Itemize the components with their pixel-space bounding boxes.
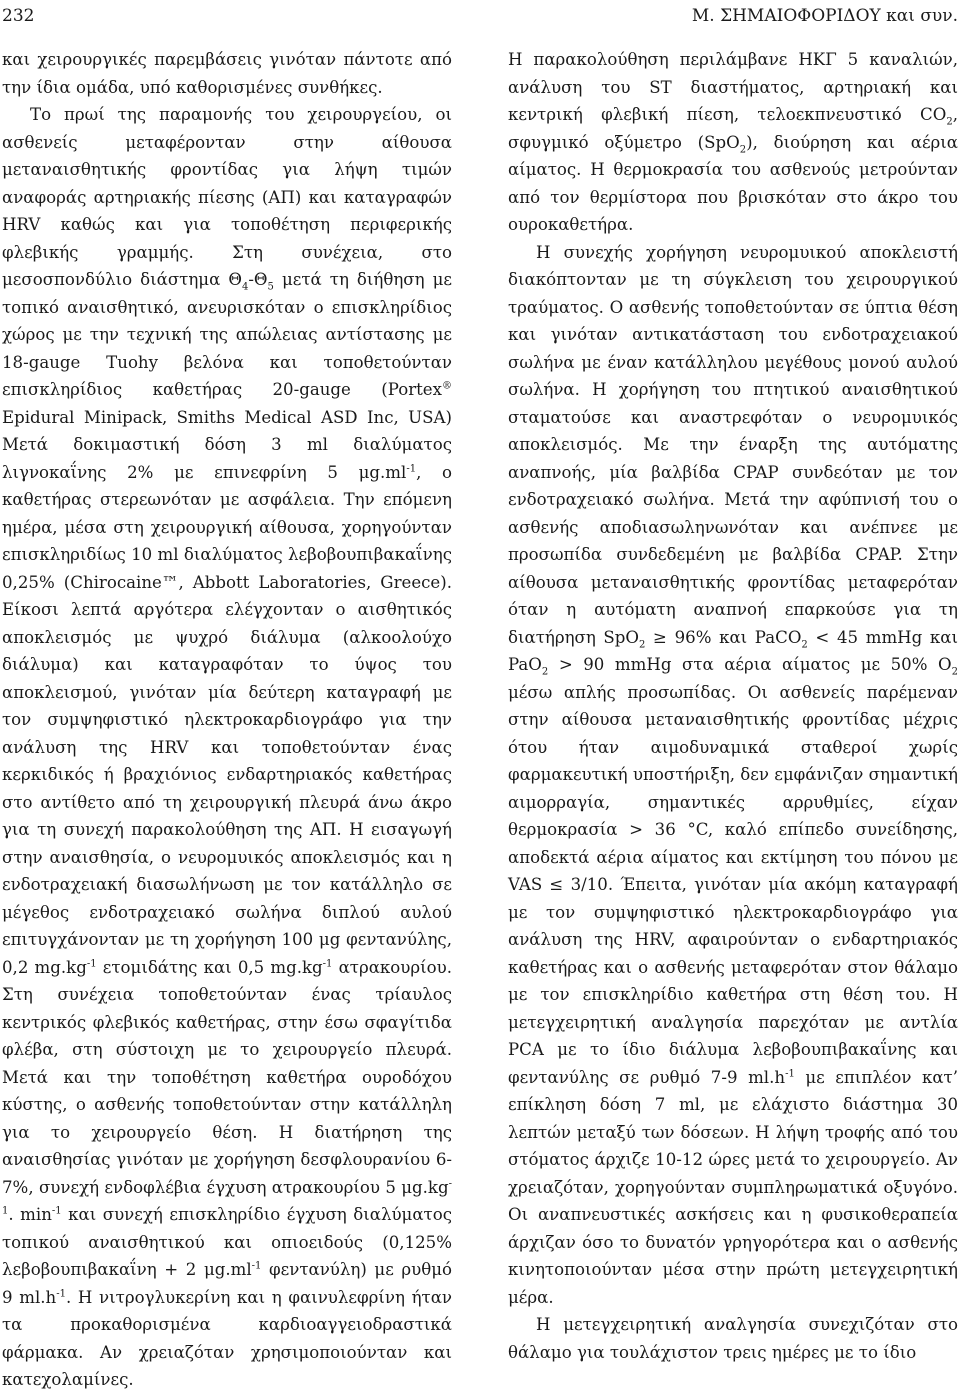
subscript: 2 xyxy=(639,638,646,650)
text-run: και συνεχή επισκληρίδιο έγχυση διαλύματος τοπικού αναισθητικού και οπιοειδούς (0,125% λεβοβουπιβακαΐνη + 2 μg.ml xyxy=(2,1205,453,1279)
page-number: 232 xyxy=(2,6,35,26)
superscript: -1 xyxy=(322,957,333,969)
superscript: -1 xyxy=(406,462,417,474)
page-header xyxy=(0,6,960,32)
left-column xyxy=(2,46,452,1394)
text-run: ≥ 96% και PaCO xyxy=(645,627,802,647)
subscript: 5 xyxy=(267,281,274,293)
right-paragraph-1 xyxy=(508,46,958,239)
subscript: 2 xyxy=(739,143,747,155)
text-run: Η συνεχής χορήγηση νευρομυικού αποκλειστή διακόπτονταν με τη σύγκλειση του χειρουργικού τραύματος. Ο ασθενής τοποθετούνταν σε ύπτια θέση και γινόταν αντικατάσταση του ενδοτραχειακού σωλήνα με έναν κατάλληλου μεγέθους μονού αυλού σωλήνα. Η χορήγηση του πτητικού αναισθητικού σταματούσε και αναστρεφόταν ο νευρομυικός αποκλεισμός. Με την έναρξη της αυτόματης αναπνοής, μία βαλβίδα CPAP συνδεόταν με τον ενδοτραχειακό σωλήνα. Μετά την αφύπνισή του ο ασθενής αποδιασωληνωνόταν και ανέπνεε με προσωπίδα συνδεδεμένη με βαλβίδα CPAP. Στην αίθουσα μεταναισθητικής φροντίδας μεταφερόταν όταν η αυτόματη αναπνοή επαρκούσε για τη διατήρηση SpO xyxy=(508,242,958,647)
subscript: 2 xyxy=(951,666,958,678)
text-run: , ο καθετήρας στερεωνόταν με ασφάλεια. Την επόμενη ημέρα, μέσα στη χειρουργική αίθουσα, χορηγούνταν επισκληριδίως 10 ml διαλύματος λεβοβουπιβακαΐνης 0,25% (Chirocaine™, Abbott Laboratories, Greece). Είκοσι λεπτά αργότερα ελέγχονταν ο αισθητικός αποκλεισμός με ψυχρό διάλυμα (αλκοολούχο διάλυμα) και καταγραφόταν το ύψος του αποκλεισμού, γινόταν μία δεύτερη καταγραφή με τον συμψηφιστικό ηλεκτροκαρδιογράφο για την ανάλυση της HRV και τοποθετούνταν ένας κερκιδικός ή βραχιόνιος ενδαρτηριακός καθετήρας στο αντίθετο από τη χειρουργική πλευρά άνω άκρο για τη συνεχή παρακολούθηση της ΑΠ. Η εισαγωγή στην αναισθησία, ο νευρομυικός αποκλεισμός και η ενδοτραχειακή διασωλήνωση με τον κατάλληλο σε μέγεθος ενδοτραχειακό σωλήνα διπλού αυλού επιτυγχάνονταν με τη χορήγηση 100 μg φεντανύλης, 0,2 mg.kg xyxy=(2,462,453,977)
left-paragraph-1: και χειρουργικές παρεμβάσεις γινόταν πάντοτε από την ίδια ομάδα, υπό καθορισμένες συνθήκες. xyxy=(2,50,452,97)
superscript: -1 xyxy=(51,1205,62,1217)
subscript: 2 xyxy=(946,116,953,128)
text-run: -Θ xyxy=(248,270,268,289)
right-paragraph-3: Η μετεγχειρητική αναλγησία συνεχιζόταν στο θάλαμο για τουλάχιστον τρεις ημέρες με το ίδιο xyxy=(508,1315,958,1362)
text-run: ατρακουρίου. Στη συνέχεια τοποθετούνταν ένας τρίαυλος κεντρικός φλεβικός καθετήρας, στην έσω σφαγίτιδα φλέβα, στη σύστοιχη με το χειρουργείο πλευρά. Μετά και την τοποθέτηση καθετήρα ουροδόχου κύστης, ο ασθενής τοποθετούνταν στην κατάλληλη για το χειρουργείο θέση. Η διατήρηση της αναισθησίας γινόταν με χορήγηση δεσφλουρανίου 6-7%, συνεχή ενδοφλέβια έγχυση ατρακουρίου 5 μg.kg xyxy=(2,957,452,1197)
right-paragraph-2 xyxy=(508,239,958,1312)
text-run: φεντανύλη) με ρυθμό 9 ml.h xyxy=(2,1260,452,1307)
superscript: -1 xyxy=(2,1177,452,1217)
superscript: ® xyxy=(442,380,452,392)
text-run: Η παρακολούθηση περιλάμβανε ΗΚΓ 5 καναλιών, ανάλυση του ST διαστήματος, αρτηριακή και κεντρική φλεβική πίεση, τελοεκπνευστικό CO xyxy=(508,50,958,124)
text-run: με επιπλέον κατ’ επίκληση δόση 7 ml, με ελάχιστο διάστημα 30 λεπτών μεταξύ των δόσεων. Η λήψη τροφής από του στόματος άρχιζε 10-12 ώρες μετά το χειρουργείο. Αν χρειαζόταν, χορηγούνταν συμπληρωματικά οξυγόνο. Οι αναπνευστικές ασκήσεις και η φυσικοθεραπεία άρχιζαν όσο το δυνατόν γρηγορότερα και ο ασθενής κινητοποιούνταν μέσα στην πρώτη μετεγχειρητική μέρα. xyxy=(508,1067,958,1307)
subscript: 4 xyxy=(241,281,249,293)
superscript: -1 xyxy=(56,1287,66,1299)
text-run: . min xyxy=(8,1205,52,1224)
superscript: -1 xyxy=(785,1067,795,1079)
text-run: . Η νιτρογλυκερίνη και η φαινυλεφρίνη ήταν τα προκαθορισμένα καρδιοαγγειοδραστικά φάρμακα. Αν χρειαζόταν χρησιμοποιούνταν και κατεχολαμίνες. xyxy=(2,1287,452,1389)
text-run: ετομιδάτης και 0,5 mg.kg xyxy=(96,957,323,977)
right-column xyxy=(508,46,958,1366)
text-run: < 45 mmHg και PaO xyxy=(508,627,958,674)
subscript: 2 xyxy=(541,666,549,678)
text-run: Το πρωί της παραμονής του χειρουργείου, οι ασθενείς μεταφέρονταν στην αίθουσα μεταναισθητικής φροντίδας για λήψη τιμών αναφοράς αρτηριακής πίεσης (ΑΠ) και καταγραφών HRV καθώς και για τοποθέτηση περιφερικής φλεβικής γραμμής. Στη συνέχεια, στο μεσοσπονδύλιο διάστημα Θ xyxy=(2,105,452,289)
superscript: -1 xyxy=(251,1260,262,1272)
text-run: ), διούρηση και αέρια αίματος. Η θερμοκρασία του ασθενούς μετρούνταν από τον θερμίστορα που βρισκόταν στο άκρο του ουροκαθετήρα. xyxy=(508,132,959,234)
subscript: 2 xyxy=(801,638,808,650)
left-paragraph-2 xyxy=(2,101,452,1394)
text-run: Epidural Minipack, Smiths Medical ASD Inc, USA) Μετά δοκιμαστική δόση 3 ml διαλύματος λιγνοκαΐνης 2% με επινεφρίνη 5 μg.ml xyxy=(2,407,452,482)
text-run: , σφυγμικό οξύμετρο (SpO xyxy=(508,105,958,152)
text-run: μετά τη διήθηση με τοπικό αναισθητικό, ανευρισκόταν ο επισκληρίδιος χώρος με την τεχνική της απώλειας αντίστασης με 18-gauge Tuohy βελόνα και τοποθετούνταν επισκληρίδιος καθετήρας 20-gauge (Portex xyxy=(2,270,452,399)
superscript: -1 xyxy=(86,957,97,969)
running-head: Μ. ΣΗΜΑΙΟΦΟΡΙΔΟΥ και συν. xyxy=(691,6,958,26)
text-run: μέσω απλής προσωπίδας. Οι ασθενείς παρέμεναν στην αίθουσα μεταναισθητικής φροντίδας μέχρις ότου ήταν αιμοδυναμικά σταθεροί χωρίς φαρμακευτική υποστήριξη, δεν εμφάνιζαν σημαντική αιμορραγία, σημαντικές αρρυθμίες, είχαν θερμοκρασία > 36 °C, καλό επίπεδο συνείδησης, αποδεκτά αέρια αίματος και εκτίμηση του πόνου με VAS ≤ 3/10. Έπειτα, γινόταν μία ακόμη καταγραφή με τον συμψηφιστικό ηλεκτροκαρδιογράφο για ανάλυση της HRV, αφαιρούνταν ο ενδαρτηριακός καθετήρας και ο ασθενής μεταφερόταν στον θάλαμο με τον επισκληρίδιο καθετήρα στη θέση του. Η μετεγχειρητική αναλγησία παρεχόταν με αντλία PCA με το ίδιο διάλυμα λεβοβουπιβακαΐνης και φεντανύλης σε ρυθμό 7-9 ml.h xyxy=(508,682,958,1087)
text-run: > 90 mmHg στα αέρια αίματος με 50% O xyxy=(548,655,952,674)
